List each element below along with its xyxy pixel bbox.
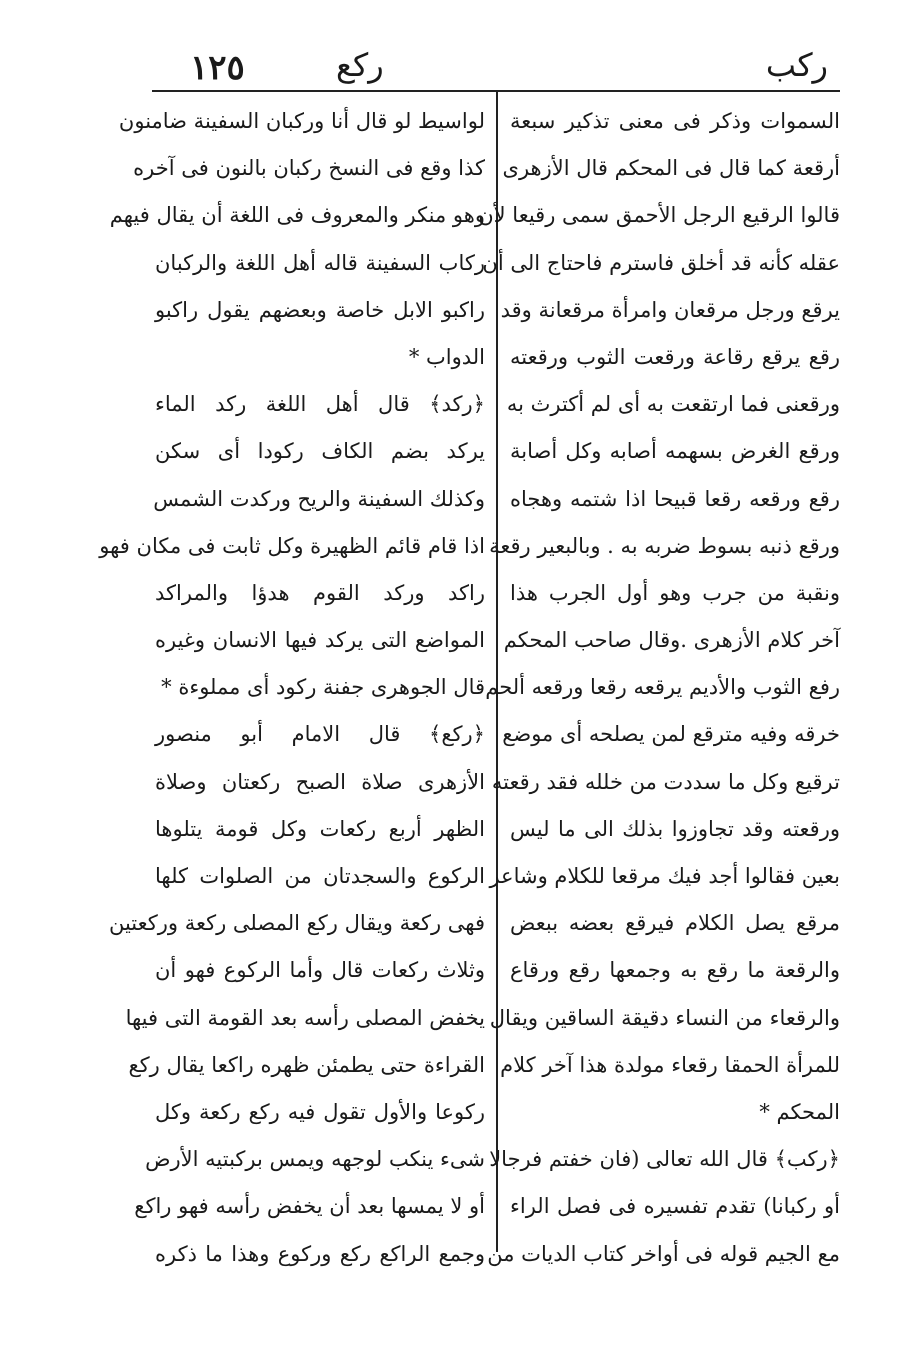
text-line: وهو منكر والمعروف فى اللغة أن يقال فيهم <box>109 203 485 228</box>
text-line: السموات وذكر فى معنى تذكير سبعة <box>510 109 840 133</box>
page-number: ١٢٥ <box>190 48 245 88</box>
entry-end-line: الدواب * <box>408 344 485 369</box>
text-line: عقله كأنه قد أخلق فاسترم فاحتاج الى أن <box>482 250 840 275</box>
entry-end-line: قال الجوهرى جفنة ركود أى مملوءة * <box>161 675 485 700</box>
right-column <box>478 98 840 1278</box>
text-line: راكد وركد القوم هدؤا والمراكد <box>155 580 485 605</box>
text-line: رقع ورقعه رقعا قبيحا اذا شتمه وهجاه <box>510 486 840 511</box>
text-line: الركوع والسجدتان من الصلوات كلها <box>155 864 485 888</box>
text-line: أو ركبانا) تقدم تفسيره فى فصل الراء <box>510 1194 840 1219</box>
text-line: فهى ركعة ويقال ركع المصلى ركعة وركعتين <box>108 911 485 936</box>
entry-heading-line: ﴿ركب﴾ قال الله تعالى (فان خفتم فرجالا <box>489 1147 840 1172</box>
text-line: خرقه وفيه مترقع لمن يصلحه أى موضع <box>502 722 840 747</box>
text-line: والرقعة ما رقع به وجمعها رقع ورقاع <box>510 958 840 983</box>
text-line: رقع يرقع رقاعة ورقعت الثوب ورقعته <box>510 344 840 369</box>
left-column <box>99 98 485 1278</box>
text-line: أرقعة كما قال فى المحكم قال الأزهرى <box>502 156 840 181</box>
text-line: كذا وقع فى النسخ ركبان بالنون فى آخره <box>133 156 485 181</box>
text-line: ورقعته وقد تجاوزوا بذلك الى ما ليس <box>510 816 840 841</box>
text-line: ركوعا والأول تقول فيه ركع ركعة وكل <box>155 1099 485 1124</box>
text-line: وجمع الراكع ركع وركوع وهذا ما ذكره <box>155 1241 485 1266</box>
text-line: مرقع يصل الكلام فيرقع بعضه ببعض <box>510 911 840 936</box>
text-line: وثلاث ركعات قال وأما الركوع فهو أن <box>155 958 485 983</box>
text-line: يركد بضم الكاف ركودا أى سكن <box>155 439 485 464</box>
text-line: الأزهرى صلاة الصبح ركعتان وصلاة <box>155 769 485 794</box>
text-line: ترقيع وكل ما سددت من خلله فقد رقعته <box>491 769 840 794</box>
text-line: ونقبة من جرب وهو أول الجرب هذا <box>510 580 840 605</box>
text-line: لواسيط لو قال أنا وركبان السفينة ضامنون <box>118 109 485 133</box>
text-line: القراءة حتى يطمئن ظهره راكعا يقال ركع <box>128 1052 485 1077</box>
text-line: ورقع الغرض بسهمه أصابه وكل أصابة <box>510 439 840 464</box>
text-line: أو لا يمسها بعد أن يخفض رأسه فهو راكع <box>134 1194 485 1219</box>
text-line: والرقعاء من النساء دقيقة الساقين ويقال <box>489 1005 840 1030</box>
text-line: راكبو الابل خاصة وبعضهم يقول راكبو <box>155 297 485 322</box>
running-headword-left: ركع <box>336 46 384 84</box>
text-line: ورقعنى فما ارتقعت به أى لم أكترث به <box>506 392 840 417</box>
text-line: الظهر أربع ركعات وكل قومة يتلوها <box>155 816 485 841</box>
text-line: قالوا الرقيع الرجل الأحمق سمى رقيعا لأن <box>478 203 840 228</box>
text-line: مع الجيم قوله فى أواخر كتاب الديات من <box>487 1241 840 1266</box>
text-line: المواضع التى يركد فيها الانسان وغيره <box>155 628 485 653</box>
entry-heading-line: ﴿ركد﴾ قال أهل اللغة ركد الماء <box>155 392 485 417</box>
running-headword-right: ركب <box>765 46 828 84</box>
text-line: رفع الثوب والأديم يرقعه رقعا ورقعه ألحم <box>485 675 840 700</box>
entry-end-line: المحكم * <box>759 1099 840 1124</box>
text-line: ركاب السفينة قاله أهل اللغة والركبان <box>155 250 485 275</box>
text-line: اذا قام قائم الظهيرة وكل ثابت فى مكان فهو <box>99 533 485 558</box>
text-line: شىء ينكب لوجهه ويمس بركبتيه الأرض <box>145 1147 485 1172</box>
text-line: يرقع ورجل مرقعان وامرأة مرقعانة وقد <box>500 297 840 322</box>
text-line: يخفض المصلى رأسه بعد القومة التى فيها <box>125 1005 485 1030</box>
text-line: آخر كلام الأزهرى .وقال صاحب المحكم <box>503 628 840 653</box>
text-line: للمرأة الحمقا رقعاء مولدة هذا آخر كلام <box>500 1052 840 1077</box>
text-line: بعين فقالوا أجد فيك مرقعا للكلام وشاعر <box>489 864 840 888</box>
text-line: وكذلك السفينة والريح وركدت الشمس <box>153 486 485 511</box>
text-line: ورقع ذنبه بسوط ضربه به . وبالبعير رقعة <box>489 533 840 558</box>
entry-heading-line: ﴿ركع﴾ قال الامام أبو منصور <box>155 722 485 747</box>
